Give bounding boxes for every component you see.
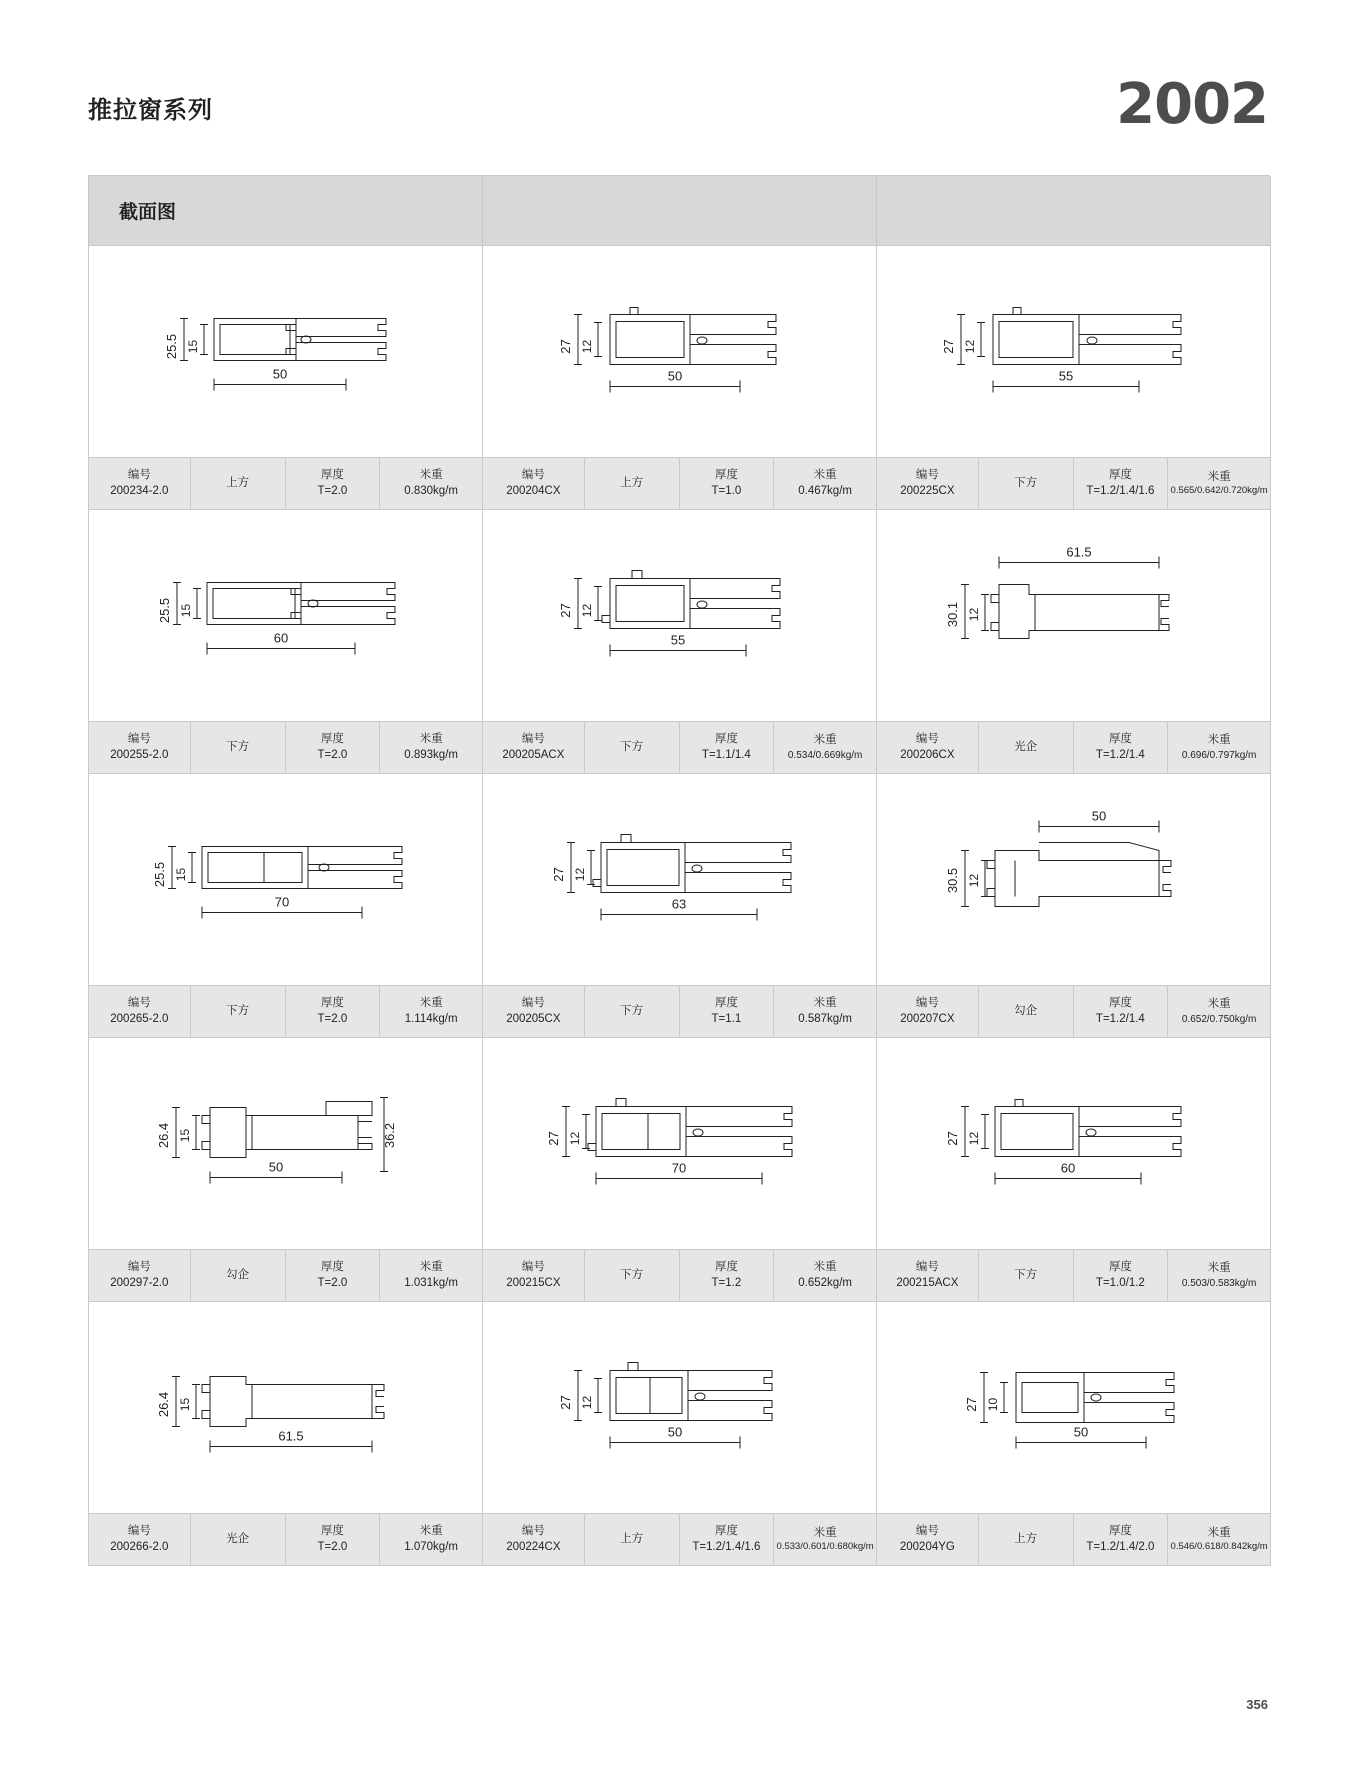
spec-cell <box>877 1250 1271 1302</box>
spec-position: 下方 <box>191 986 286 1037</box>
spec-weight: 米重 1.070kg/m <box>404 1524 458 1553</box>
dim-height: 26.4 <box>155 1122 171 1148</box>
dim-height: 25.5 <box>163 333 179 359</box>
spec-position: 勾企 <box>979 986 1074 1037</box>
spec-thickness: 厚度 T=1.2/1.4 <box>1074 722 1169 773</box>
dim-width: 60 <box>273 630 288 645</box>
profile-drawing-200204CX <box>540 274 820 429</box>
drawing-cell <box>483 774 877 986</box>
spec-code: 编号 200224CX <box>483 1514 585 1565</box>
spec-cell <box>89 458 483 510</box>
dim-inner: 12 <box>966 873 981 887</box>
spec-position: 光企 <box>191 1514 286 1565</box>
spec-weight: 米重 0.652kg/m <box>798 1260 852 1289</box>
profile-drawing-200206CX <box>929 538 1219 693</box>
dim-width: 61.5 <box>277 1428 304 1443</box>
dim-width: 50 <box>272 366 287 381</box>
spec-weight: 米重 0.533/0.601/0.680kg/m <box>776 1526 874 1553</box>
spec-weight: 米重 0.830kg/m <box>404 468 458 497</box>
dim-right: 36.2 <box>381 1122 397 1148</box>
spec-code: 编号 200215CX <box>483 1250 585 1301</box>
dim-inner: 12 <box>572 867 587 881</box>
dim-width: 50 <box>1091 808 1106 823</box>
dim-height: 27 <box>963 1396 979 1412</box>
spec-weight: 米重 0.652/0.750kg/m <box>1181 997 1257 1025</box>
spec-thickness: 厚度 T=1.1/1.4 <box>680 722 775 773</box>
spec-thickness: 厚度 T=2.0 <box>286 1514 381 1565</box>
profile-drawing-200224CX <box>540 1330 820 1485</box>
spec-position: 光企 <box>979 722 1074 773</box>
spec-cell <box>877 1514 1271 1566</box>
spec-weight: 米重 0.587kg/m <box>798 996 852 1025</box>
drawing-cell <box>877 246 1271 458</box>
spec-weight: 米重 0.467kg/m <box>798 468 852 497</box>
drawing-cell <box>877 510 1271 722</box>
spec-position: 下方 <box>191 722 286 773</box>
dim-inner: 12 <box>966 1131 981 1145</box>
drawing-row-2 <box>89 510 1271 722</box>
drawing-cell <box>483 1302 877 1514</box>
spec-weight: 米重 0.534/0.669kg/m <box>787 733 863 761</box>
drawing-cell <box>483 246 877 458</box>
profile-drawing-200215CX <box>530 1066 830 1221</box>
spec-cell <box>483 1514 877 1566</box>
spec-thickness: 厚度 T=1.1 <box>680 986 775 1037</box>
spec-code: 编号 200204CX <box>483 458 585 509</box>
spec-position: 上方 <box>585 1514 680 1565</box>
dim-height: 30.5 <box>944 867 960 893</box>
profile-drawing-200225CX <box>929 274 1219 429</box>
dim-inner: 12 <box>579 603 594 617</box>
dim-width: 55 <box>670 632 685 647</box>
spec-thickness: 厚度 T=2.0 <box>286 722 381 773</box>
spec-cell <box>877 722 1271 774</box>
spec-thickness: 厚度 T=1.2/1.4 <box>1074 986 1169 1037</box>
dim-height: 30.1 <box>944 601 960 627</box>
spec-code: 编号 200205CX <box>483 986 585 1037</box>
dim-inner: 10 <box>985 1397 1000 1411</box>
drawing-cell <box>89 774 483 986</box>
dim-width: 50 <box>667 1424 682 1439</box>
section-title-cell-blank-2 <box>877 176 1271 246</box>
drawing-cell <box>89 246 483 458</box>
profile-drawing-200215ACX <box>929 1066 1219 1221</box>
dim-width: 70 <box>671 1160 686 1175</box>
profile-drawing-200207CX <box>929 802 1219 957</box>
dim-height: 27 <box>557 602 573 618</box>
spec-position: 勾企 <box>191 1250 286 1301</box>
dim-inner: 12 <box>567 1131 582 1145</box>
profile-drawing-200205CX <box>535 802 825 957</box>
dim-inner: 12 <box>579 1395 594 1409</box>
drawing-cell <box>89 1038 483 1250</box>
spec-code: 编号 200207CX <box>877 986 979 1037</box>
dim-height: 26.4 <box>155 1391 171 1417</box>
dim-inner: 12 <box>579 339 594 353</box>
dim-height: 27 <box>557 338 573 354</box>
spec-position: 下方 <box>979 1250 1074 1301</box>
spec-position: 下方 <box>979 458 1074 509</box>
profile-drawing-200297 <box>136 1061 436 1226</box>
profile-drawing-200266 <box>136 1330 436 1485</box>
dim-inner: 15 <box>177 1397 192 1411</box>
spec-thickness: 厚度 T=1.0 <box>680 458 775 509</box>
spec-row-5 <box>89 1514 1271 1566</box>
dim-height: 27 <box>944 1130 960 1146</box>
dim-inner: 15 <box>177 1128 192 1142</box>
drawing-cell <box>877 774 1271 986</box>
dim-width: 61.5 <box>1065 544 1092 559</box>
spec-row-4 <box>89 1250 1271 1302</box>
spec-code: 编号 200215ACX <box>877 1250 979 1301</box>
page-number-badge: 2002 <box>1116 72 1268 137</box>
dim-height: 25.5 <box>151 861 167 887</box>
spec-code: 编号 200266-2.0 <box>89 1514 191 1565</box>
spec-code: 编号 200255-2.0 <box>89 722 191 773</box>
dim-inner: 12 <box>966 607 981 621</box>
dim-inner: 12 <box>962 339 977 353</box>
dim-height: 27 <box>545 1130 561 1146</box>
spec-row-1 <box>89 458 1271 510</box>
spec-thickness: 厚度 T=1.2/1.4/1.6 <box>680 1514 775 1565</box>
dim-inner: 15 <box>173 867 188 881</box>
dim-height: 27 <box>557 1394 573 1410</box>
spec-cell <box>89 1514 483 1566</box>
spec-code: 编号 200265-2.0 <box>89 986 191 1037</box>
page-title: 推拉窗系列 <box>88 97 213 124</box>
spec-thickness: 厚度 T=2.0 <box>286 1250 381 1301</box>
spec-weight: 米重 0.503/0.583kg/m <box>1181 1261 1257 1289</box>
profile-drawing-200205ACX <box>540 538 820 693</box>
dim-inner: 15 <box>185 339 200 353</box>
profile-drawing-200234 <box>146 274 426 429</box>
spec-thickness: 厚度 T=1.0/1.2 <box>1074 1250 1169 1301</box>
drawing-row-4 <box>89 1038 1271 1250</box>
spec-cell <box>483 722 877 774</box>
spec-position: 上方 <box>585 458 680 509</box>
drawing-row-1 <box>89 246 1271 458</box>
spec-cell <box>483 458 877 510</box>
spec-cell <box>89 986 483 1038</box>
drawing-cell <box>877 1302 1271 1514</box>
spec-cell <box>877 458 1271 510</box>
spec-weight: 米重 0.565/0.642/0.720kg/m <box>1170 470 1268 497</box>
dim-width: 55 <box>1058 368 1073 383</box>
spec-thickness: 厚度 T=2.0 <box>286 458 381 509</box>
spec-thickness: 厚度 T=1.2/1.4/1.6 <box>1074 458 1169 509</box>
dim-height: 27 <box>940 338 956 354</box>
spec-thickness: 厚度 T=2.0 <box>286 986 381 1037</box>
table-header-band <box>89 176 1271 246</box>
spec-row-2 <box>89 722 1271 774</box>
spec-code: 编号 200206CX <box>877 722 979 773</box>
drawing-row-3 <box>89 774 1271 986</box>
spec-code: 编号 200225CX <box>877 458 979 509</box>
spec-position: 上方 <box>979 1514 1074 1565</box>
dim-width: 50 <box>667 368 682 383</box>
spec-weight: 米重 0.893kg/m <box>404 732 458 761</box>
spec-thickness: 厚度 T=1.2/1.4/2.0 <box>1074 1514 1169 1565</box>
spec-position: 下方 <box>585 722 680 773</box>
spec-weight: 米重 0.546/0.618/0.842kg/m <box>1170 1526 1268 1553</box>
spec-code: 编号 200297-2.0 <box>89 1250 191 1301</box>
dim-width: 63 <box>671 896 686 911</box>
dim-inner: 15 <box>178 603 193 617</box>
dim-height: 27 <box>550 866 566 882</box>
drawing-cell <box>483 510 877 722</box>
drawing-row-5 <box>89 1302 1271 1514</box>
spec-code: 编号 200204YG <box>877 1514 979 1565</box>
spec-cell <box>483 986 877 1038</box>
dim-width: 70 <box>274 894 289 909</box>
dim-height: 25.5 <box>156 597 172 623</box>
spec-cell <box>89 1250 483 1302</box>
spec-weight: 米重 0.696/0.797kg/m <box>1181 733 1257 761</box>
spec-weight: 米重 1.031kg/m <box>404 1260 458 1289</box>
footer-page-number: 356 <box>1246 1697 1268 1712</box>
section-title-cell: 截面图 <box>89 176 483 246</box>
spec-weight: 米重 1.114kg/m <box>404 996 458 1025</box>
spec-code: 编号 200234-2.0 <box>89 458 191 509</box>
drawing-cell <box>483 1038 877 1250</box>
profile-drawing-200204YG <box>934 1330 1214 1485</box>
dim-width: 50 <box>268 1159 283 1174</box>
spec-cell <box>483 1250 877 1302</box>
dim-width: 50 <box>1073 1424 1088 1439</box>
spec-row-3 <box>89 986 1271 1038</box>
spec-code: 编号 200205ACX <box>483 722 585 773</box>
spec-position: 下方 <box>585 1250 680 1301</box>
profile-drawing-200255 <box>141 538 431 693</box>
spec-position: 下方 <box>585 986 680 1037</box>
spec-position: 上方 <box>191 458 286 509</box>
spec-cell <box>877 986 1271 1038</box>
dim-width: 60 <box>1060 1160 1075 1175</box>
spec-thickness: 厚度 T=1.2 <box>680 1250 775 1301</box>
drawing-cell <box>89 1302 483 1514</box>
spec-cell <box>89 722 483 774</box>
profile-table <box>88 175 1270 1566</box>
section-title-cell-blank-1 <box>483 176 877 246</box>
drawing-cell <box>877 1038 1271 1250</box>
profile-drawing-200265 <box>136 802 436 957</box>
drawing-cell <box>89 510 483 722</box>
